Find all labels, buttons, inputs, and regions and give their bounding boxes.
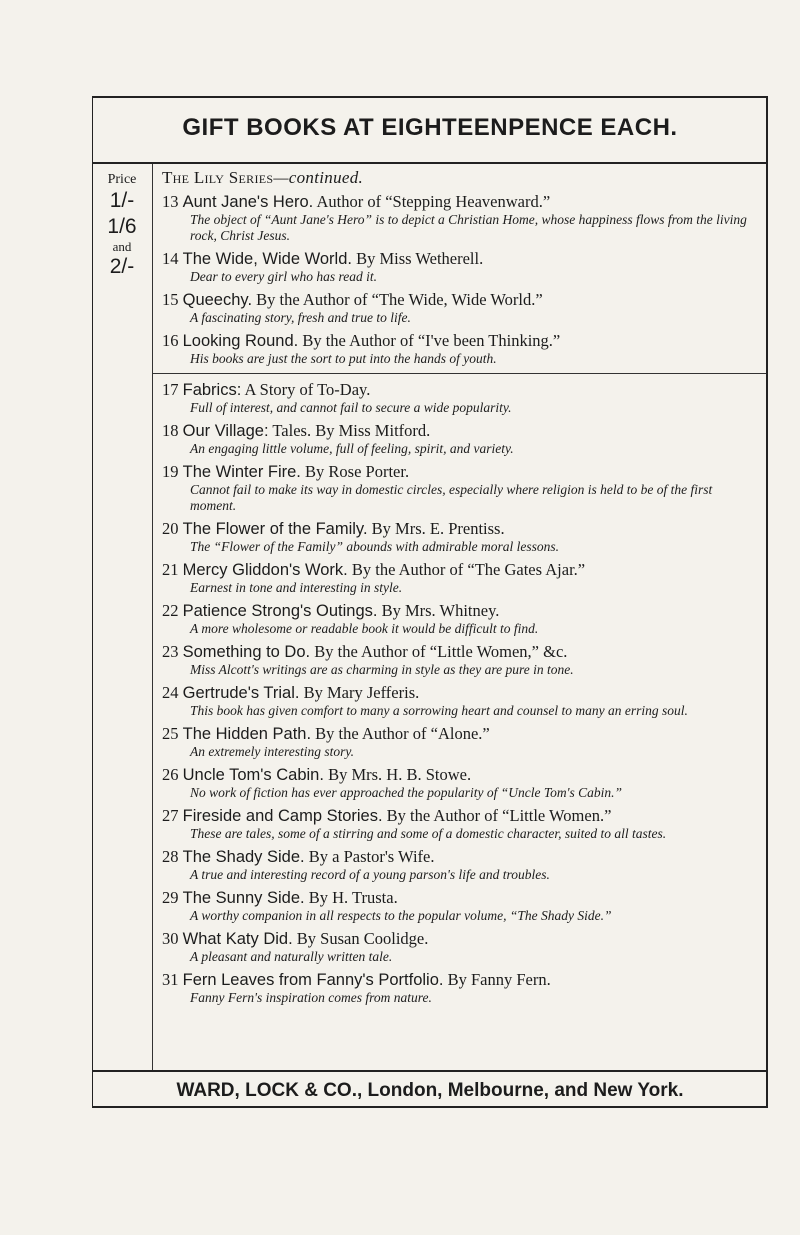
book-number: 28	[162, 847, 179, 866]
book-author: By the Author of “Little Women.”	[386, 806, 612, 825]
book-entry	[162, 806, 756, 842]
book-description: A fascinating story, fresh and true to life.	[190, 310, 411, 325]
book-number: 17	[162, 380, 179, 399]
book-author: Author of “Stepping Heavenward.”	[316, 192, 551, 211]
book-author: By Mary Jefferis.	[303, 683, 420, 702]
book-description: His books are just the sort to put into the hands of youth.	[190, 351, 497, 366]
price-second: 1/6	[107, 215, 137, 238]
book-number: 22	[162, 601, 179, 620]
book-entry-line	[162, 888, 756, 908]
book-entry	[162, 462, 756, 514]
book-title: Fireside and Camp Stories.	[182, 807, 383, 825]
book-author: A Story of To-Day.	[244, 380, 371, 399]
book-number: 19	[162, 462, 179, 481]
book-author: By Mrs. Whitney.	[381, 601, 500, 620]
top-rule	[92, 96, 768, 98]
book-author: By H. Trusta.	[308, 888, 398, 907]
entries-group-b	[162, 380, 756, 1006]
book-description: Earnest in tone and interesting in style.	[190, 580, 403, 595]
book-title: Fern Leaves from Fanny's Portfolio.	[182, 971, 444, 989]
book-number: 26	[162, 765, 179, 784]
book-entry-line	[162, 601, 756, 621]
entries-group-a	[162, 192, 756, 367]
book-entry	[162, 249, 756, 285]
book-description: Miss Alcott's writings are as charming in style as they are pure in tone.	[190, 662, 574, 677]
book-description: A pleasant and naturally written tale.	[190, 949, 393, 964]
book-entry	[162, 519, 756, 555]
book-entry	[162, 290, 756, 326]
book-number: 30	[162, 929, 179, 948]
book-title: The Hidden Path.	[182, 725, 312, 743]
series-name: The Lily Series	[162, 168, 274, 187]
book-description: Cannot fail to make its way in domestic circles, especially where religion is held to be of the first moment.	[190, 482, 713, 513]
book-number: 16	[162, 331, 179, 350]
book-entry-line	[162, 519, 756, 539]
book-author: By Susan Coolidge.	[296, 929, 429, 948]
book-number: 29	[162, 888, 179, 907]
book-number: 23	[162, 642, 179, 661]
book-number: 13	[162, 192, 179, 211]
book-description: A worthy companion in all respects to the popular volume, “The Shady Side.”	[190, 908, 612, 923]
book-title: Our Village:	[182, 422, 269, 440]
book-list	[162, 168, 756, 1011]
book-title: Gertrude's Trial.	[182, 684, 300, 702]
price-column	[92, 164, 153, 1070]
book-entry-line	[162, 249, 756, 269]
book-entry-line	[162, 929, 756, 949]
book-title: What Katy Did.	[182, 930, 293, 948]
price-first: 1/-	[109, 189, 135, 212]
book-title: The Shady Side.	[182, 848, 305, 866]
book-entry-line	[162, 462, 756, 482]
series-suffix: —continued.	[273, 168, 364, 187]
book-description: The “Flower of the Family” abounds with admirable moral lessons.	[190, 539, 560, 554]
book-author: By Fanny Fern.	[447, 970, 551, 989]
series-heading	[162, 168, 756, 188]
book-number: 18	[162, 421, 179, 440]
header-rule	[92, 162, 768, 164]
book-number: 25	[162, 724, 179, 743]
book-description: This book has given comfort to many a sorrowing heart and counsel to many an erring soul.	[190, 703, 688, 718]
right-rule	[766, 96, 768, 1108]
book-entry	[162, 847, 756, 883]
book-entry-line	[162, 683, 756, 703]
price-and: and	[112, 239, 132, 254]
book-title: The Sunny Side.	[182, 889, 305, 907]
book-entry	[162, 888, 756, 924]
book-title: Patience Strong's Outings.	[182, 602, 378, 620]
book-entry-line	[162, 847, 756, 867]
book-title: Mercy Gliddon's Work.	[182, 561, 348, 579]
publisher-footer: WARD, LOCK & CO., London, Melbourne, and New York.	[176, 1080, 684, 1101]
book-number: 15	[162, 290, 179, 309]
book-author: By the Author of “Little Women,” &c.	[314, 642, 568, 661]
book-entry-line	[162, 806, 756, 826]
book-entry-line	[162, 380, 756, 400]
book-title: The Flower of the Family.	[182, 520, 368, 538]
book-author: By a Pastor's Wife.	[308, 847, 435, 866]
book-author: By Mrs. H. B. Stowe.	[328, 765, 472, 784]
book-number: 31	[162, 970, 179, 989]
book-entry	[162, 765, 756, 801]
book-entry	[162, 724, 756, 760]
book-entry-line	[162, 421, 756, 441]
book-author: Tales. By Miss Mitford.	[272, 421, 431, 440]
book-description: These are tales, some of a stirring and some of a domestic character, suited to all tastes.	[190, 826, 667, 841]
book-number: 24	[162, 683, 179, 702]
price-heading: Price	[107, 172, 137, 187]
book-entry	[162, 601, 756, 637]
catalogue-page	[92, 96, 768, 1108]
section-divider	[152, 373, 766, 374]
book-entry	[162, 929, 756, 965]
book-number: 14	[162, 249, 179, 268]
book-author: By Rose Porter.	[305, 462, 410, 481]
book-title: Looking Round.	[182, 332, 299, 350]
book-description: A more wholesome or readable book it would be difficult to find.	[190, 621, 539, 636]
book-description: Dear to every girl who has read it.	[190, 269, 377, 284]
book-entry-line	[162, 724, 756, 744]
book-entry-line	[162, 642, 756, 662]
book-title: Fabrics:	[182, 381, 242, 399]
book-title: Something to Do.	[182, 643, 311, 661]
book-entry-line	[162, 192, 756, 212]
book-author: By the Author of “Alone.”	[315, 724, 490, 743]
book-description: Full of interest, and cannot fail to secure a wide popularity.	[190, 400, 512, 415]
book-entry	[162, 970, 756, 1006]
book-number: 20	[162, 519, 179, 538]
price-third: 2/-	[109, 255, 135, 278]
book-entry-line	[162, 765, 756, 785]
book-title: The Winter Fire.	[182, 463, 301, 481]
book-description: A true and interesting record of a young parson's life and troubles.	[190, 867, 550, 882]
book-title: Uncle Tom's Cabin.	[182, 766, 324, 784]
footer-rule	[92, 1070, 768, 1072]
bottom-rule	[92, 1106, 768, 1108]
page-title: GIFT BOOKS AT EIGHTEENPENCE EACH.	[182, 114, 678, 141]
book-entry	[162, 380, 756, 416]
book-entry-line	[162, 560, 756, 580]
book-title: Queechy.	[182, 291, 253, 309]
book-entry	[162, 560, 756, 596]
book-number: 27	[162, 806, 179, 825]
book-title: The Wide, Wide World.	[182, 250, 352, 268]
book-author: By Miss Wetherell.	[356, 249, 484, 268]
book-description: An engaging little volume, full of feeling, spirit, and variety.	[190, 441, 514, 456]
book-entry	[162, 331, 756, 367]
book-entry-line	[162, 331, 756, 351]
book-number: 21	[162, 560, 179, 579]
book-description: No work of fiction has ever approached the popularity of “Uncle Tom's Cabin.”	[190, 785, 622, 800]
book-title: Aunt Jane's Hero.	[182, 193, 314, 211]
book-entry	[162, 192, 756, 244]
book-author: By Mrs. E. Prentiss.	[371, 519, 505, 538]
book-description: The object of “Aunt Jane's Hero” is to depict a Christian Home, whose happiness flows from the living rock, Christ Jesus.	[190, 212, 747, 243]
book-author: By the Author of “The Wide, Wide World.”	[256, 290, 543, 309]
book-entry	[162, 642, 756, 678]
book-author: By the Author of “The Gates Ajar.”	[351, 560, 586, 579]
book-entry-line	[162, 290, 756, 310]
book-author: By the Author of “I've been Thinking.”	[302, 331, 561, 350]
book-entry	[162, 421, 756, 457]
book-entry	[162, 683, 756, 719]
book-entry-line	[162, 970, 756, 990]
book-description: An extremely interesting story.	[190, 744, 354, 759]
book-description: Fanny Fern's inspiration comes from nature.	[190, 990, 432, 1005]
